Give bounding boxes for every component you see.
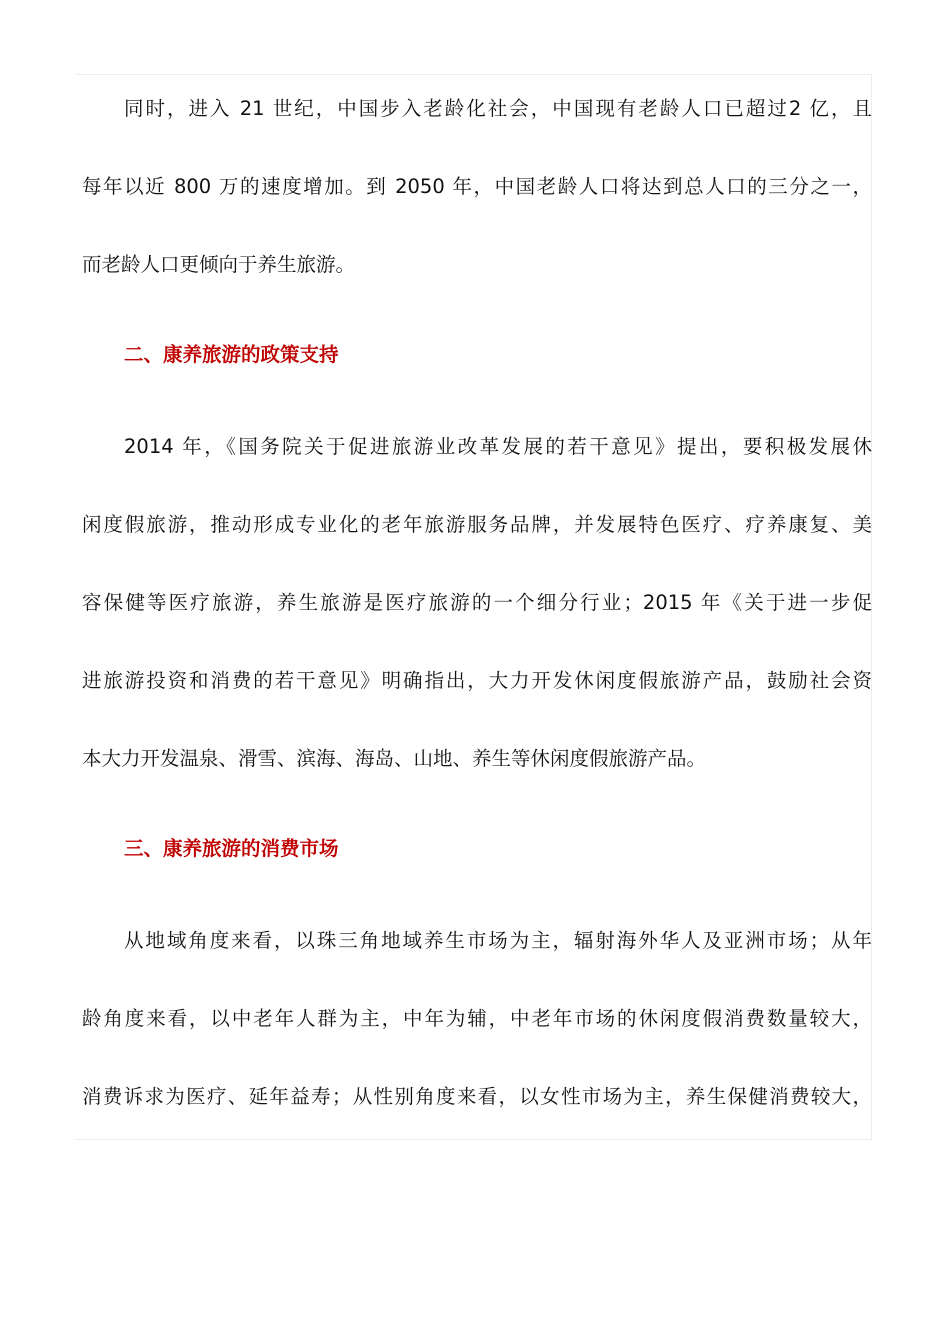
paragraph-line: 容保健等医疗旅游，养生旅游是医疗旅游的一个细分行业；2015 年《关于进一步促 [82, 591, 872, 614]
paragraph-line: 每年以近 800 万的速度增加。到 2050 年，中国老龄人口将达到总人口的三分之一， [82, 175, 872, 198]
paragraph-line: 进旅游投资和消费的若干意见》明确指出，大力开发休闲度假旅游产品，鼓励社会资 [82, 669, 872, 692]
paragraph-line: 2014 年，《国务院关于促进旅游业改革发展的若干意见》提出，要积极发展休 [124, 435, 872, 458]
paragraph-line: 消费诉求为医疗、延年益寿；从性别角度来看，以女性市场为主，养生保健消费较大， [82, 1085, 872, 1108]
section-heading-consumer-market: 三、康养旅游的消费市场 [124, 837, 339, 860]
paragraph-line: 同时，进入 21 世纪，中国步入老龄化社会，中国现有老龄人口已超过2 亿，且 [124, 97, 872, 120]
paragraph-line: 龄角度来看，以中老年人群为主，中年为辅，中老年市场的休闲度假消费数量较大， [82, 1007, 872, 1030]
paragraph-line: 而老龄人口更倾向于养生旅游。 [82, 253, 356, 276]
paragraph-line: 本大力开发温泉、滑雪、滨海、海岛、山地、养生等休闲度假旅游产品。 [82, 747, 707, 770]
paragraph-line: 闲度假旅游，推动形成专业化的老年旅游服务品牌，并发展特色医疗、疗养康复、美 [82, 513, 872, 536]
section-heading-policy-support: 二、康养旅游的政策支持 [124, 343, 339, 366]
paragraph-line: 从地域角度来看，以珠三角地域养生市场为主，辐射海外华人及亚洲市场；从年 [124, 929, 872, 952]
